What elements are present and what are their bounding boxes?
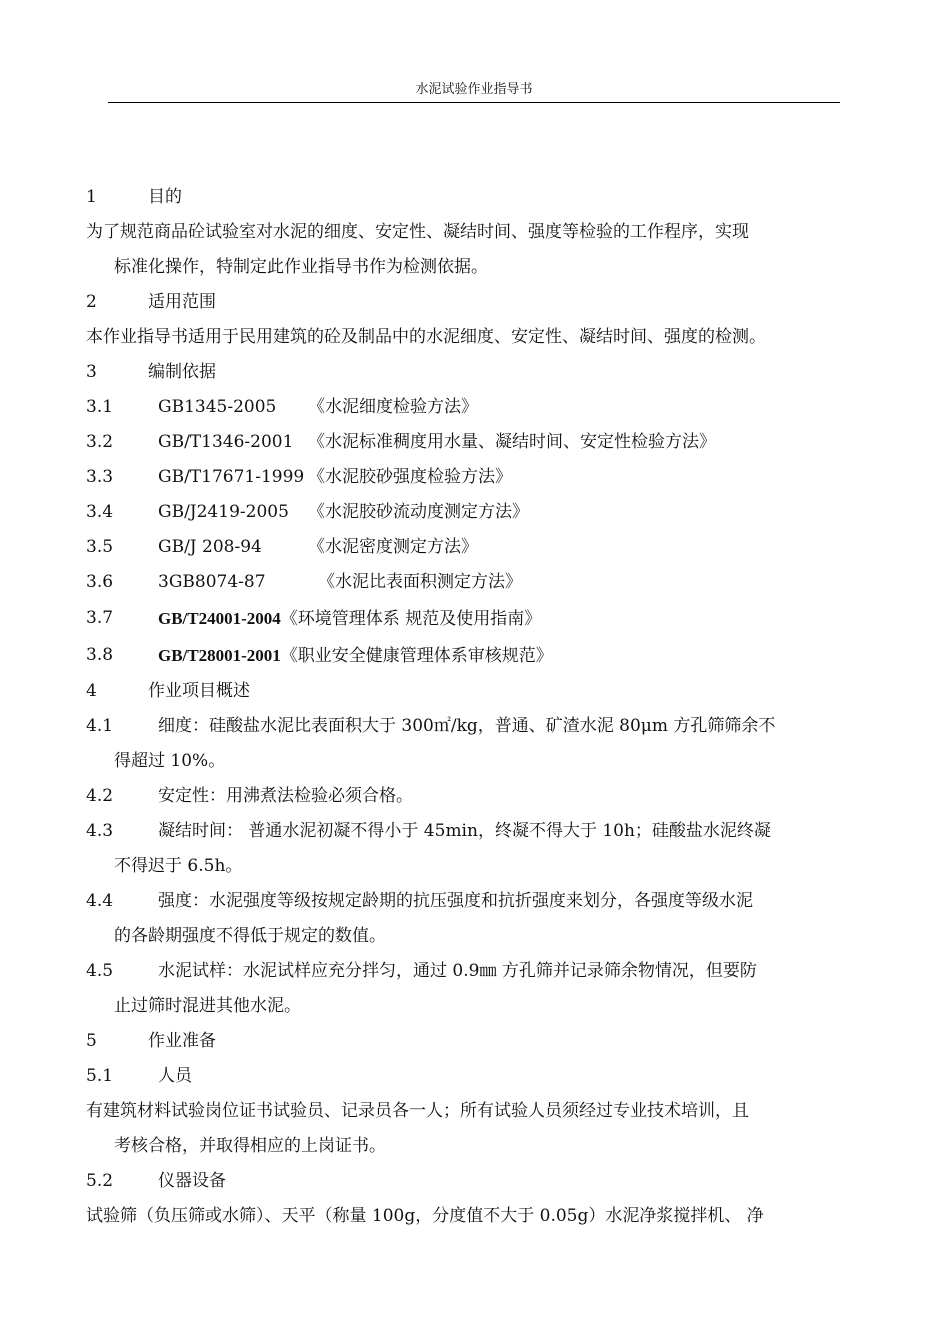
section-title: 作业准备 bbox=[148, 1031, 216, 1051]
paragraph-line: 本作业指导书适用于民用建筑的砼及制品中的水泥细度、安定性、凝结时间、强度的检测。 bbox=[86, 327, 766, 347]
reference-code: GB1345-2005 bbox=[158, 397, 277, 417]
requirement-item bbox=[86, 954, 838, 1024]
running-header bbox=[108, 80, 840, 103]
reference-item bbox=[86, 390, 838, 425]
section-heading bbox=[86, 674, 838, 709]
reference-name: 《水泥标准稠度用水量、凝结时间、安定性检验方法》 bbox=[308, 432, 716, 452]
reference-number: 3.2 bbox=[86, 432, 114, 452]
reference-name: 《水泥细度检验方法》 bbox=[308, 397, 478, 417]
requirement-item bbox=[86, 709, 838, 779]
item-text: 凝结时间： 普通水泥初凝不得小于 45min，终凝不得大于 10h；硅酸盐水泥终凝 bbox=[158, 821, 771, 841]
item-text-continued: 止过筛时混进其他水泥。 bbox=[114, 996, 301, 1016]
reference-code: GB/T17671-1999 bbox=[158, 467, 305, 487]
reference-code: GB/T1346-2001 bbox=[158, 432, 294, 452]
section-title: 作业项目概述 bbox=[148, 681, 250, 701]
document-body bbox=[86, 180, 838, 1234]
subsection-title: 人员 bbox=[158, 1066, 192, 1086]
item-text-continued: 不得迟于 6.5h。 bbox=[114, 856, 243, 876]
reference-item bbox=[86, 530, 838, 565]
reference-number: 3.5 bbox=[86, 537, 114, 557]
section-number: 5 bbox=[86, 1031, 97, 1051]
item-text-continued: 得超过 10%。 bbox=[114, 751, 226, 771]
section-heading bbox=[86, 285, 838, 320]
reference-item bbox=[86, 495, 838, 530]
section-title: 适用范围 bbox=[148, 292, 216, 312]
reference-number: 3.4 bbox=[86, 502, 114, 522]
paragraph-line: 有建筑材料试验岗位证书试验员、记录员各一人；所有试验人员须经过专业技术培训，且 bbox=[86, 1101, 749, 1121]
section-heading bbox=[86, 355, 838, 390]
reference-name: 《水泥胶砂流动度测定方法》 bbox=[308, 502, 529, 522]
item-text: 安定性：用沸煮法检验必须合格。 bbox=[158, 786, 413, 806]
reference-code: GB/J 208-94 bbox=[158, 537, 262, 557]
section-heading bbox=[86, 1024, 838, 1059]
reference-code: 3GB8074-87 bbox=[158, 572, 266, 592]
paragraph bbox=[86, 1094, 838, 1164]
requirement-item bbox=[86, 884, 838, 954]
section-number: 2 bbox=[86, 292, 97, 312]
paragraph bbox=[86, 1199, 838, 1234]
section-number: 3 bbox=[86, 362, 97, 382]
subsection-number: 5.1 bbox=[86, 1066, 114, 1086]
subsection-title: 仪器设备 bbox=[158, 1171, 226, 1191]
reference-item bbox=[86, 565, 838, 600]
paragraph-line: 试验筛（负压筛或水筛）、天平（称量 100g，分度值不大于 0.05g）水泥净浆搅拌机、 净 bbox=[86, 1206, 764, 1226]
header-title: 水泥试验作业指导书 bbox=[415, 82, 533, 97]
reference-item bbox=[86, 637, 838, 674]
item-text: 水泥试样：水泥试样应充分拌匀，通过 0.9㎜ 方孔筛并记录筛余物情况，但要防 bbox=[158, 961, 757, 981]
reference-name: 《环境管理体系 规范及使用指南》 bbox=[280, 609, 542, 629]
reference-item bbox=[86, 425, 838, 460]
item-number: 4.3 bbox=[86, 821, 114, 841]
paragraph-line: 标准化操作，特制定此作业指导书作为检测依据。 bbox=[114, 257, 488, 277]
reference-number: 3.1 bbox=[86, 397, 114, 417]
section-number: 4 bbox=[86, 681, 97, 701]
requirement-item bbox=[86, 814, 838, 884]
section-number: 1 bbox=[86, 187, 97, 207]
item-text: 细度：硅酸盐水泥比表面积大于 300㎡/kg，普通、矿渣水泥 80μm 方孔筛筛余不 bbox=[158, 716, 776, 736]
item-text: 强度：水泥强度等级按规定龄期的抗压强度和抗折强度来划分，各强度等级水泥 bbox=[158, 891, 753, 911]
reference-code: GB/J2419-2005 bbox=[158, 502, 289, 522]
subsection-heading bbox=[86, 1059, 838, 1094]
reference-number: 3.3 bbox=[86, 467, 114, 487]
reference-item bbox=[86, 460, 838, 495]
section-title: 编制依据 bbox=[148, 362, 216, 382]
reference-name: 《水泥密度测定方法》 bbox=[308, 537, 478, 557]
reference-code: GB/T28001-2001 bbox=[158, 646, 281, 665]
paragraph bbox=[86, 320, 838, 355]
reference-item bbox=[86, 600, 838, 637]
paragraph-line: 考核合格，并取得相应的上岗证书。 bbox=[114, 1136, 386, 1156]
reference-name: 《水泥胶砂强度检验方法》 bbox=[308, 467, 512, 487]
reference-number: 3.8 bbox=[86, 645, 114, 665]
reference-name: 《水泥比表面积测定方法》 bbox=[318, 572, 522, 592]
reference-code: GB/T24001-2004 bbox=[158, 609, 281, 628]
item-number: 4.1 bbox=[86, 716, 114, 736]
requirement-item bbox=[86, 779, 838, 814]
paragraph-line: 为了规范商品砼试验室对水泥的细度、安定性、凝结时间、强度等检验的工作程序，实现 bbox=[86, 222, 749, 242]
subsection-heading bbox=[86, 1164, 838, 1199]
item-number: 4.5 bbox=[86, 961, 114, 981]
item-number: 4.2 bbox=[86, 786, 114, 806]
reference-number: 3.7 bbox=[86, 608, 114, 628]
reference-number: 3.6 bbox=[86, 572, 114, 592]
item-number: 4.4 bbox=[86, 891, 114, 911]
subsection-number: 5.2 bbox=[86, 1171, 114, 1191]
section-heading bbox=[86, 180, 838, 215]
reference-name: 《职业安全健康管理体系审核规范》 bbox=[280, 646, 553, 666]
section-title: 目的 bbox=[148, 187, 182, 207]
paragraph bbox=[86, 215, 838, 285]
item-text-continued: 的各龄期强度不得低于规定的数值。 bbox=[114, 926, 386, 946]
